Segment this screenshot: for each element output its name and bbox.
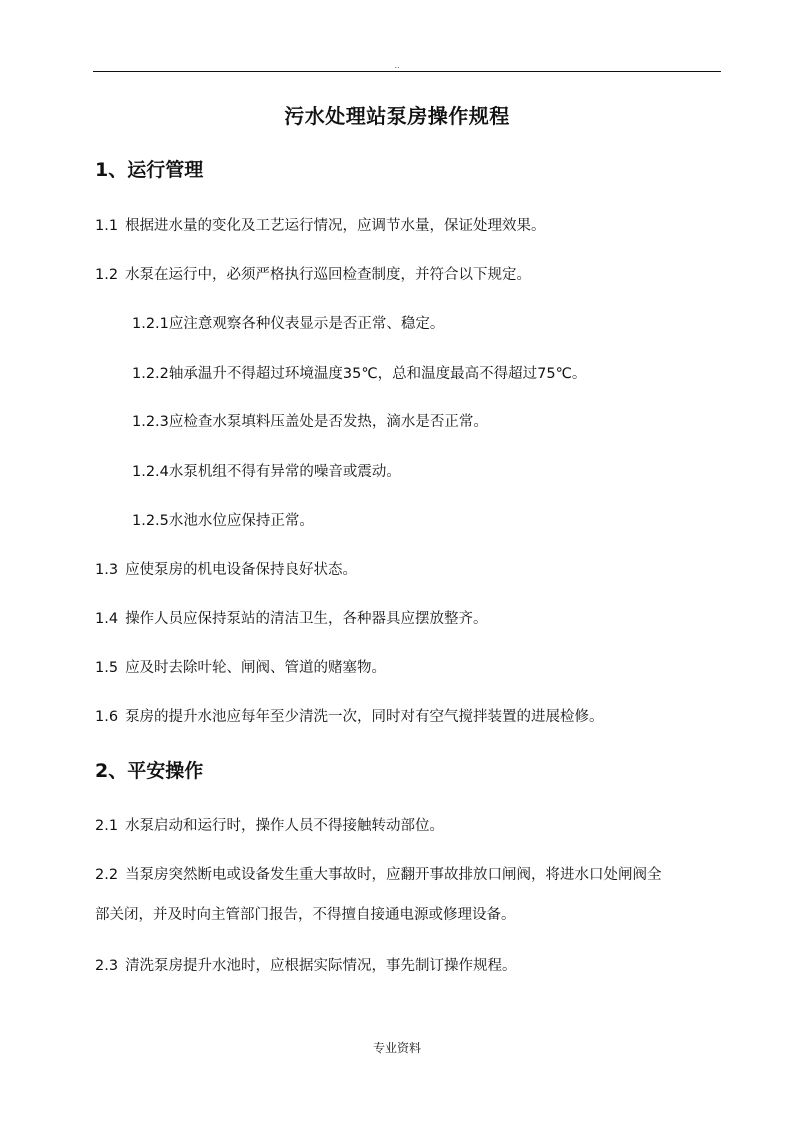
item-number: 1.2.4	[132, 464, 169, 480]
header-rule	[93, 71, 721, 72]
item-1-2	[95, 265, 531, 285]
item-text: 应检查水泵填料压盖处是否发热，滴水是否正常。	[168, 414, 488, 430]
item-1-1	[95, 216, 546, 236]
item-1-2-3	[132, 412, 488, 432]
item-number: 2.2	[95, 867, 119, 883]
item-text: 水泵启动和运行时，操作人员不得接触转动部位。	[125, 818, 445, 834]
item-text: 当泵房突然断电或设备发生重大事故时，应翻开事故排放口闸阀，将进水口处闸阀全	[125, 867, 662, 883]
item-number: 1.5	[95, 660, 119, 676]
item-number: 1.2.3	[132, 414, 169, 430]
item-2-2-continuation: 部关闭，并及时向主管部门报告，不得擅自接通电源或修理设备。	[95, 907, 516, 923]
item-number: 1.1	[95, 218, 119, 234]
item-number: 1.3	[95, 562, 119, 578]
item-2-3	[95, 956, 517, 976]
item-1-3	[95, 560, 357, 580]
item-1-2-1	[132, 314, 444, 334]
page-title: 污水处理站泵房操作规程	[284, 104, 510, 128]
item-text: 清洗泵房提升水池时，应根据实际情况，事先制订操作规程。	[125, 958, 517, 974]
item-number: 1.2	[95, 267, 119, 283]
item-text: 应使泵房的机电设备保持良好状态。	[125, 562, 358, 578]
item-number: 1.4	[95, 611, 119, 627]
item-number: 1.2.1	[132, 316, 169, 332]
item-number: 1.2.2	[132, 366, 169, 382]
item-1-2-5	[132, 511, 314, 531]
header-mark: ..	[394, 61, 400, 70]
item-text: 应及时去除叶轮、闸阀、管道的赌塞物。	[125, 660, 387, 676]
item-1-6	[95, 707, 604, 727]
item-number: 1.2.5	[132, 513, 169, 529]
item-number: 2.3	[95, 958, 119, 974]
item-1-2-2	[132, 364, 586, 384]
page-footer: 专业资料	[372, 1041, 421, 1055]
section-heading-2: 2、平安操作	[95, 760, 204, 782]
item-1-2-4	[132, 462, 401, 482]
item-text: 应注意观察各种仪表显示是否正常、稳定。	[168, 316, 445, 332]
item-text: 轴承温升不得超过环境温度35℃，总和温度最高不得超过75℃。	[168, 366, 587, 382]
item-text: 操作人员应保持泵站的清洁卫生，各种器具应摆放整齐。	[125, 611, 488, 627]
section-heading-1: 1、运行管理	[95, 159, 204, 181]
item-1-4	[95, 609, 488, 629]
item-2-1	[95, 816, 444, 836]
item-text: 泵房的提升水池应每年至少清洗一次，同时对有空气搅拌装置的进展检修。	[125, 709, 604, 725]
item-text: 水泵在运行中，必须严格执行巡回检查制度，并符合以下规定。	[125, 267, 532, 283]
item-text: 水泵机组不得有异常的噪音或震动。	[168, 464, 401, 480]
item-text: 水池水位应保持正常。	[168, 513, 314, 529]
item-1-5	[95, 658, 386, 678]
item-number: 1.6	[95, 709, 119, 725]
item-2-2	[95, 865, 662, 885]
item-text: 根据进水量的变化及工艺运行情况，应调节水量，保证处理效果。	[125, 218, 546, 234]
item-number: 2.1	[95, 818, 119, 834]
